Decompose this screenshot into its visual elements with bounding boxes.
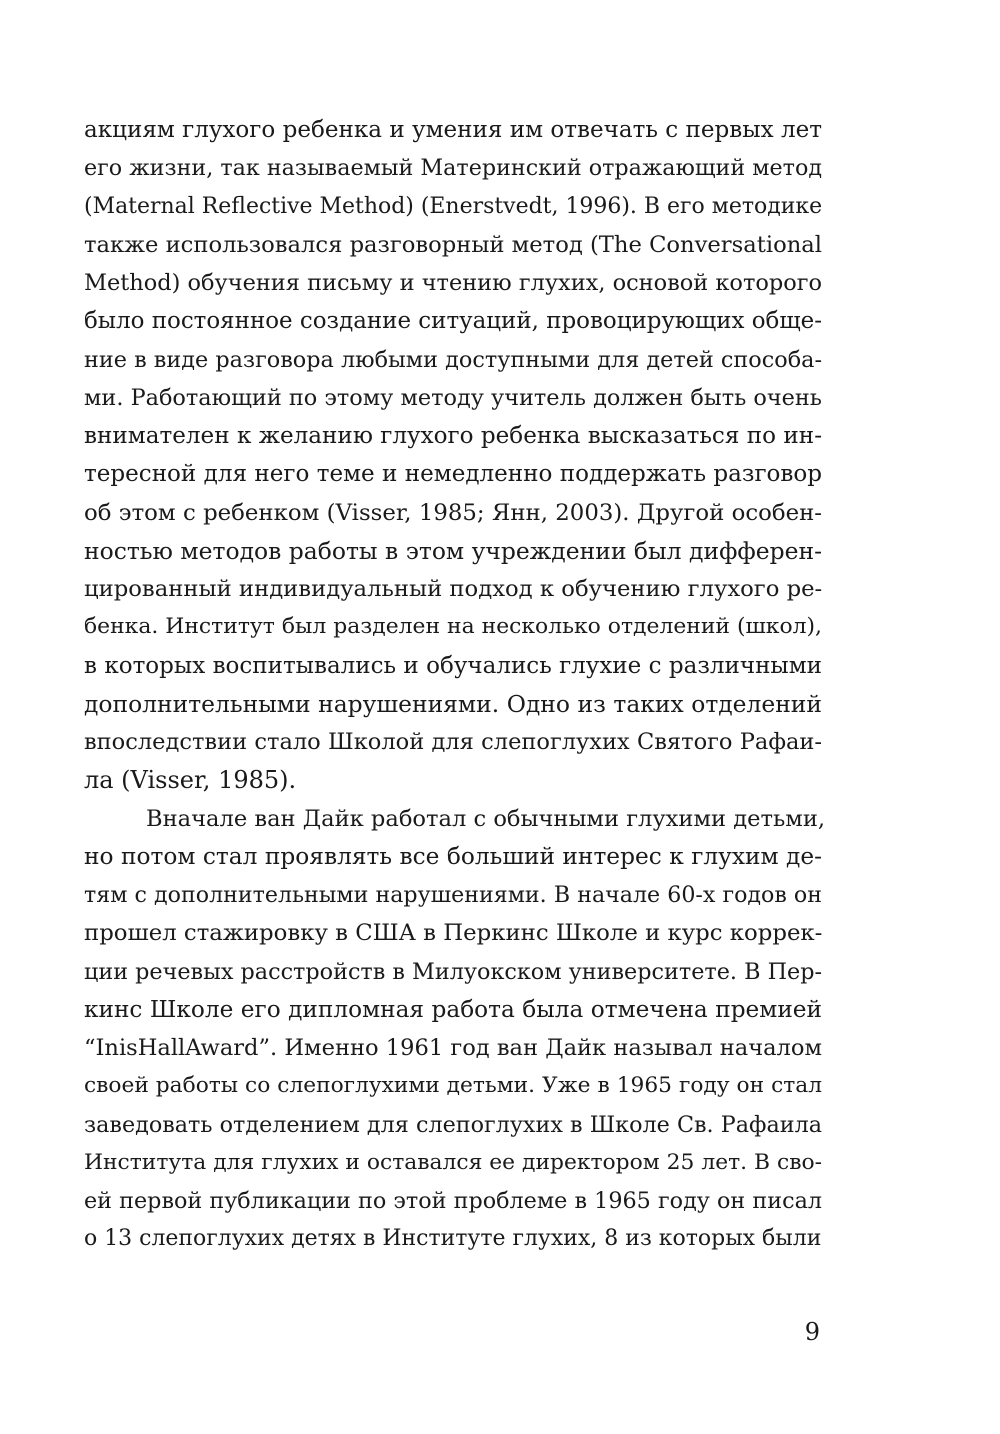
page-number: 9 bbox=[804, 1318, 820, 1346]
text-line: прошел стажировку в США в Перкинс Школе и курс коррек- bbox=[84, 920, 823, 947]
text-line: кинс Школе его дипломная работа была отмечена премией bbox=[84, 995, 822, 1023]
text-line: но потом стал проявлять все больший интерес к глухим де- bbox=[84, 842, 822, 870]
text-line: (Maternal Reflective Method) (Enerstvedt, 1996). В его методике bbox=[84, 193, 823, 219]
text-line: об этом с ребенком (Visser, 1985; Янн, 2003). Другой особен- bbox=[84, 499, 822, 526]
text-line: было постоянное создание ситуаций, провоцирующих обще- bbox=[84, 308, 823, 335]
body-text bbox=[84, 111, 826, 1259]
text-line: ностью методов работы в этом учреждении был дифферен- bbox=[84, 536, 822, 565]
text-line: тям с дополнительными нарушениями. В начале 60-х годов он bbox=[84, 882, 822, 908]
text-line: в которых воспитывались и обучались глухие с различными bbox=[84, 652, 822, 679]
text-line: Вначале ван Дайк работал с обычными глухими детьми, bbox=[146, 805, 826, 832]
text-line: его жизни, так называемый Материнский отражающий метод bbox=[84, 155, 823, 182]
text-line: внимателен к желанию глухого ребенка высказаться по ин- bbox=[84, 423, 822, 449]
text-line: Института для глухих и оставался ее директором 25 лет. В сво- bbox=[84, 1149, 822, 1175]
text-line: ми. Работающий по этому методу учитель должен быть очень bbox=[84, 384, 822, 411]
text-line: также использовался разговорный метод (The Conversational bbox=[84, 231, 823, 258]
paragraph bbox=[84, 111, 822, 800]
text-line: цированный индивидуальный подход к обучению глухого ре- bbox=[84, 576, 823, 602]
text-line: ла (Visser, 1985). bbox=[84, 766, 297, 795]
text-line: своей работы со слепоглухими детьми. Уже в 1965 году он стал bbox=[84, 1073, 822, 1099]
text-line: бенка. Институт был разделен на несколько отделений (школ), bbox=[84, 614, 822, 640]
text-line: ние в виде разговора любыми доступными для детей способа- bbox=[84, 346, 822, 373]
text-line: о 13 слепоглухих детях в Институте глухих, 8 из которых были bbox=[84, 1226, 822, 1252]
text-line: дополнительными нарушениями. Одно из таких отделений bbox=[84, 689, 822, 718]
text-line: заведовать отделением для слепоглухих в Школе Св. Рафаила bbox=[84, 1111, 822, 1138]
text-line: тересной для него теме и немедленно поддержать разговор bbox=[84, 461, 822, 488]
text-line: акциям глухого ребенка и умения им отвечать с первых лет bbox=[84, 117, 822, 143]
text-line: ей первой публикации по этой проблеме в 1965 году он писал bbox=[84, 1188, 822, 1214]
text-line: Method) обучения письму и чтению глухих, основой которого bbox=[84, 270, 822, 296]
text-line: впоследствии стало Школой для слепоглухих Святого Рафаи- bbox=[84, 729, 822, 755]
paragraph bbox=[84, 800, 826, 1259]
text-line: “InisHallAward”. Именно 1961 год ван Дайк называл началом bbox=[84, 1035, 822, 1061]
text-line: ции речевых расстройств в Милуокском университете. В Пер- bbox=[84, 958, 823, 985]
